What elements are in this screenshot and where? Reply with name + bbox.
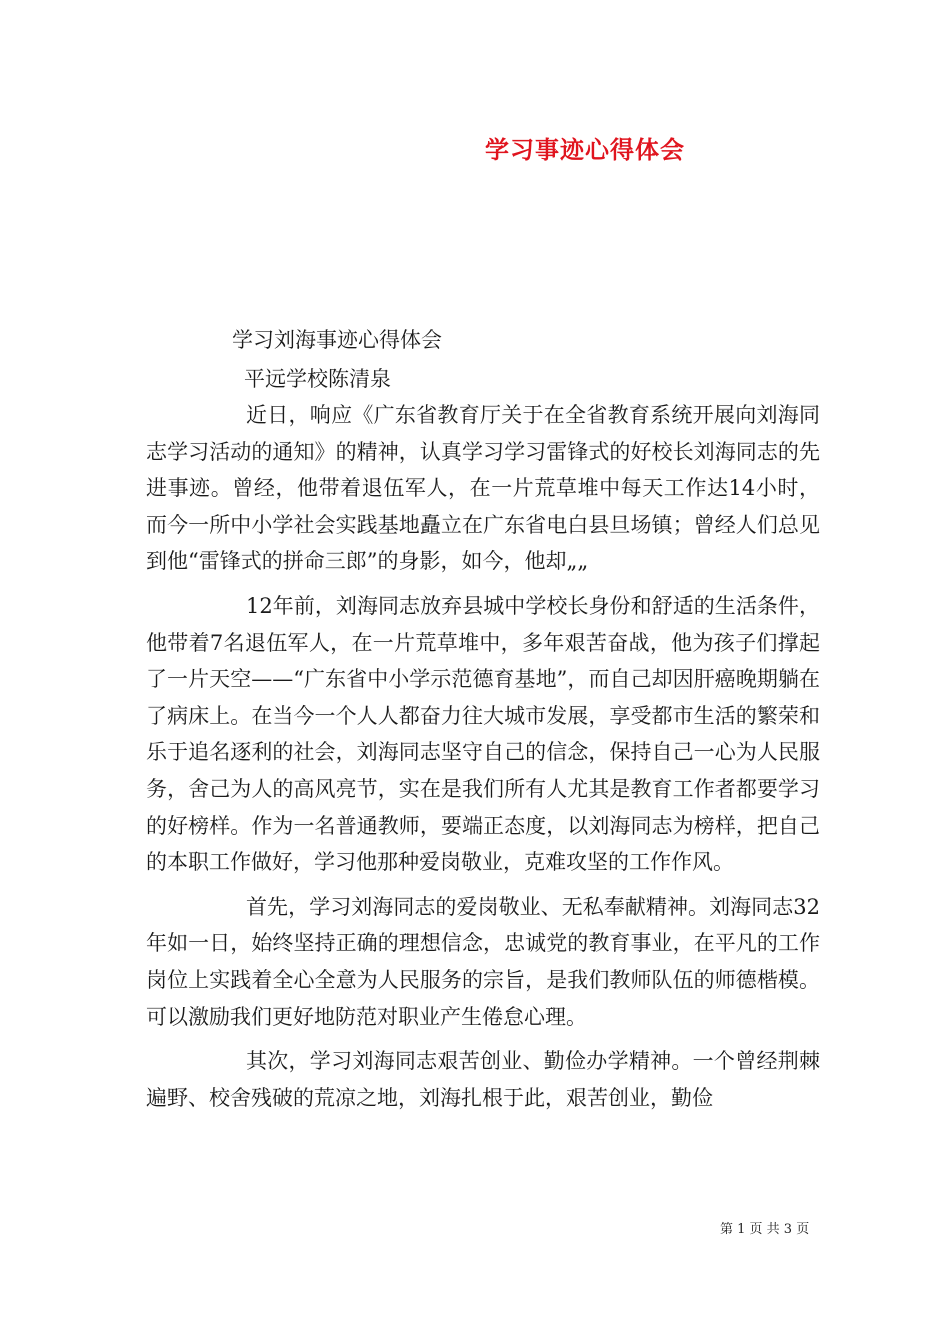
paragraph-4: 其次，学习刘海同志艰苦创业、勤俭办学精神。一个曾经荆棘遍野、校舍残破的荒凉之地，刘海扎根于此，艰苦创业，勤俭 (146, 1049, 820, 1110)
article-subtitle: 学习刘海事迹心得体会 (232, 328, 442, 352)
paragraph-1: 近日，响应《广东省教育厅关于在全省教育系统开展向刘海同志学习活动的通知》的精神，认真学习学习雷锋式的好校长刘海同志的先进事迹。曾经，他带着退伍军人，在一片荒草堆中每天工作达14小时，而今一所中小学社会实践基地矗立在广东省电白县旦场镇；曾经人们总见到他“雷锋式的拼命三郎”的身影，如今，他却„„ (146, 403, 820, 574)
page-footer: 第 1 页 共 3 页 (720, 1222, 810, 1237)
paragraph-3: 首先，学习刘海同志的爱岗敬业、无私奉献精神。刘海同志32年如一日，始终坚持正确的理想信念，忠诚党的教育事业，在平凡的工作岗位上实践着全心全意为人民服务的宗旨，是我们教师队伍的师德楷模。可以激励我们更好地防范对职业产生倦怠心理。 (146, 894, 820, 1029)
article-author: 平远学校陈清泉 (244, 367, 391, 391)
document-title: 学习事迹心得体会 (485, 135, 685, 164)
paragraph-2: 12年前，刘海同志放弃县城中学校长身份和舒适的生活条件，他带着7名退伍军人，在一片荒草堆中，多年艰苦奋战，他为孩子们撑起了一片天空——“广东省中小学示范德育基地”，而自己却因肝癌晚期躺在了病床上。在当今一个人人都奋力往大城市发展，享受都市生活的繁荣和乐于追名逐利的社会，刘海同志坚守自己的信念，保持自己一心为人民服务，舍己为人的高风亮节，实在是我们所有人尤其是教育工作者都要学习的好榜样。作为一名普通教师，要端正态度，以刘海同志为榜样，把自己的本职工作做好，学习他那种爱岗敬业，克难攻坚的工作作风。 (146, 593, 820, 875)
article-body (146, 397, 820, 1124)
